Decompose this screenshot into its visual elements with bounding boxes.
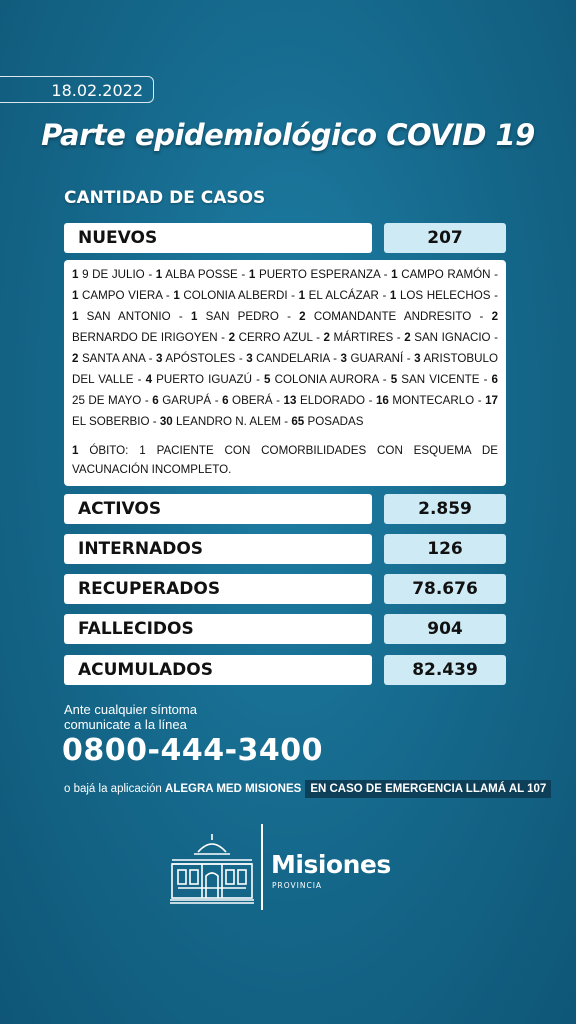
locality-case (156, 268, 238, 281)
locality-name: EL ALCÁZAR (305, 289, 379, 302)
locality-case (160, 415, 281, 428)
locality-case (146, 373, 252, 386)
contact-intro (64, 702, 197, 732)
locality-count: 3 (340, 352, 347, 365)
cases-detail-box (64, 260, 506, 486)
locality-name: SANTA ANA (78, 352, 146, 365)
stat-row-fallecidos (64, 614, 506, 644)
locality-name: 9 DE JULIO (78, 268, 145, 281)
locality-count: 4 (145, 373, 153, 386)
stat-row-internados (64, 534, 506, 564)
brand-name: Misiones (271, 850, 391, 879)
locality-name: SAN PEDRO (197, 310, 279, 323)
locality-case (390, 289, 491, 302)
section-title: CANTIDAD DE CASOS (64, 188, 266, 208)
locality-case (299, 289, 379, 302)
locality-count: 65 (291, 415, 305, 428)
deaths-note (72, 441, 498, 479)
locality-case (72, 352, 145, 365)
stat-value: 126 (384, 534, 506, 564)
locality-count: 1 (389, 289, 397, 302)
deaths-text: ÓBITO: 1 PACIENTE CON COMORBILIDADES CON ESQUEMA DE VACUNACIÓN INCOMPLETO. (72, 444, 498, 476)
locality-count: 5 (390, 373, 398, 386)
locality-count: 1 (298, 289, 306, 302)
contact-line-2: comunicate a la línea (64, 717, 187, 732)
locality-name: PUERTO IGUAZÚ (152, 373, 252, 386)
locality-case (391, 268, 490, 281)
locality-count: 1 (72, 268, 79, 281)
deaths-count: 1 (72, 444, 79, 457)
nuevos-value: 207 (384, 223, 506, 253)
nuevos-row (64, 223, 506, 253)
stat-label: ACTIVOS (64, 494, 372, 524)
stat-value: 82.439 (384, 655, 506, 685)
locality-count: 1 (173, 289, 180, 302)
emergency-banner: EN CASO DE EMERGENCIA LLAMÁ AL 107 (305, 780, 551, 798)
locality-name: CANDELARIA (252, 352, 330, 365)
locality-count: 30 (159, 415, 173, 428)
locality-count: 2 (299, 310, 306, 323)
phone-number[interactable]: 0800-444-3400 (62, 733, 324, 768)
locality-case (376, 394, 474, 407)
nuevos-label: NUEVOS (64, 223, 372, 253)
locality-count: 6 (152, 394, 159, 407)
page-title: Parte epidemiológico COVID 19 (41, 118, 535, 152)
locality-name: GUARANÍ (346, 352, 404, 365)
locality-case (324, 331, 394, 344)
locality-name: SAN ANTONIO (78, 310, 171, 323)
locality-name: COLONIA AURORA (270, 373, 379, 386)
locality-name: ALBA POSSE (162, 268, 238, 281)
locality-name: CERRO AZUL (235, 331, 313, 344)
locality-case (191, 310, 279, 323)
stat-value: 78.676 (384, 574, 506, 604)
stat-label: RECUPERADOS (64, 574, 372, 604)
locality-name: LOS HELECHOS (396, 289, 491, 302)
locality-count: 6 (222, 394, 229, 407)
locality-case (264, 373, 379, 386)
locality-name: GARUPÁ (158, 394, 212, 407)
locality-count: 1 (155, 268, 163, 281)
locality-count: 3 (246, 352, 253, 365)
locality-case (391, 373, 480, 386)
cases-by-locality: 1 9 DE JULIO - 1 ALBA POSSE - 1 PUERTO ESPERANZA - 1 CAMPO RAMÓN - 1 CAMPO VIERA - 1 COLONIA ALBERDI - 1 EL ALCÁZAR - 1 LOS HELECHOS - 1 SAN ANTONIO - 1 SAN PEDRO - 2 COMANDANTE ANDRESITO - 2 BERNARDO DE IRIGOYEN - 2 CERRO AZUL - 2 MÁRTIRES - 2 SAN IGNACIO - 2 SANTA ANA - 3 APÓSTOLES - 3 CANDELARIA - 3 GUARANÍ - 3 ARISTOBULO DEL VALLE - 4 PUERTO IGUAZÚ - 5 COLONIA AURORA - 5 SAN VICENTE - 6 25 DE MAYO - 6 GARUPÁ - 6 OBERÁ - 13 ELDORADO - 16 MONTECARLO - 17 EL SOBERBIO - 30 LEANDRO N. ALEM - 65 POSADAS (72, 268, 499, 428)
locality-name: POSADAS (304, 415, 364, 428)
locality-case (246, 352, 329, 365)
brand-subtitle: PROVINCIA (272, 881, 323, 890)
date-badge: 18.02.2022 (0, 76, 154, 103)
locality-count: 13 (283, 394, 297, 407)
locality-case (404, 331, 490, 344)
locality-case (222, 394, 273, 407)
locality-name: PUERTO ESPERANZA (255, 268, 381, 281)
locality-case (72, 310, 171, 323)
locality-count: 3 (414, 352, 421, 365)
locality-name: MONTECARLO (388, 394, 475, 407)
locality-count: 1 (190, 310, 198, 323)
stat-row-activos (64, 494, 506, 524)
locality-name: SAN IGNACIO (410, 331, 491, 344)
locality-count: 6 (491, 373, 498, 386)
stat-label: ACUMULADOS (64, 655, 372, 685)
stat-label: INTERNADOS (64, 534, 372, 564)
locality-case (249, 268, 380, 281)
locality-case (299, 310, 471, 323)
locality-case (72, 268, 145, 281)
locality-case (156, 352, 235, 365)
locality-name: COLONIA ALBERDI (179, 289, 288, 302)
locality-count: 1 (391, 268, 398, 281)
locality-count: 1 (72, 289, 79, 302)
app-name: ALEGRA MED MISIONES (165, 783, 302, 795)
locality-name: OBERÁ (228, 394, 273, 407)
locality-case (291, 415, 363, 428)
locality-name: LEANDRO N. ALEM (172, 415, 282, 428)
locality-count: 16 (375, 394, 389, 407)
misiones-logo (168, 824, 408, 910)
locality-count: 1 (248, 268, 256, 281)
contact-line-1: Ante cualquier síntoma (64, 702, 197, 717)
locality-count: 2 (491, 310, 499, 323)
stat-row-acumulados (64, 655, 506, 685)
locality-name: COMANDANTE ANDRESITO (305, 310, 472, 323)
app-prefix: o bajá la aplicación (64, 783, 166, 795)
stat-label: FALLECIDOS (64, 614, 372, 644)
locality-name: ARISTOBULO DEL VALLE (72, 352, 498, 386)
logo-divider (261, 824, 263, 910)
locality-name: CAMPO RAMÓN (397, 268, 491, 281)
locality-count: 2 (323, 331, 330, 344)
locality-case (284, 394, 366, 407)
locality-name: EL SOBERBIO (72, 415, 150, 428)
stat-value: 904 (384, 614, 506, 644)
locality-count: 5 (264, 373, 271, 386)
locality-count: 2 (228, 331, 236, 344)
locality-case (72, 289, 162, 302)
locality-count: 1 (72, 310, 79, 323)
locality-name: ELDORADO (296, 394, 366, 407)
locality-name: MÁRTIRES (330, 331, 394, 344)
locality-name: 25 DE MAYO (72, 394, 142, 407)
locality-name: APÓSTOLES (162, 352, 236, 365)
stat-value: 2.859 (384, 494, 506, 524)
locality-case (173, 289, 287, 302)
government-building-icon (168, 830, 256, 906)
locality-case (152, 394, 211, 407)
locality-count: 3 (156, 352, 163, 365)
locality-name: CAMPO VIERA (78, 289, 163, 302)
locality-case (229, 331, 313, 344)
locality-count: 2 (72, 352, 79, 365)
locality-case (341, 352, 404, 365)
locality-name: SAN VICENTE (397, 373, 480, 386)
stat-row-recuperados (64, 574, 506, 604)
locality-count: 2 (404, 331, 411, 344)
locality-name: BERNARDO DE IRIGOYEN (72, 331, 218, 344)
locality-count: 17 (485, 394, 498, 407)
app-and-emergency-line (64, 780, 547, 798)
